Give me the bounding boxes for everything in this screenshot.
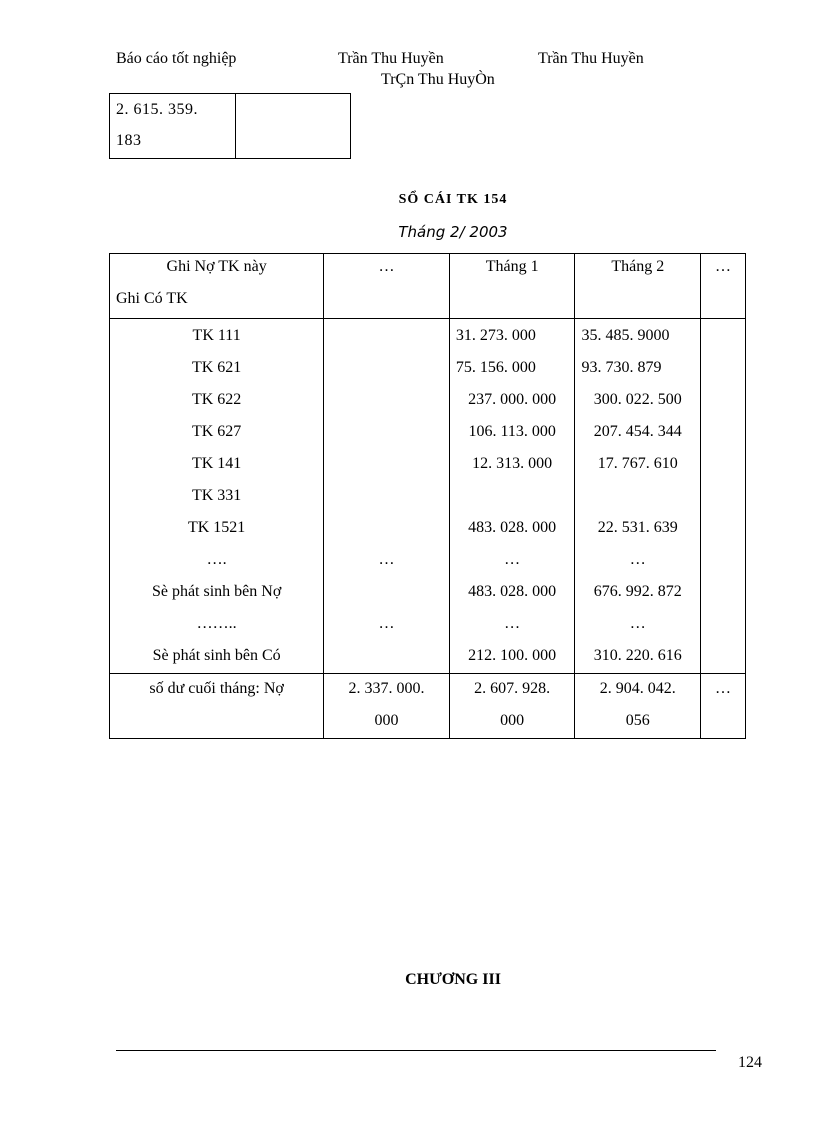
c2-value <box>324 577 449 609</box>
prev-table-empty-cell <box>236 94 351 159</box>
header-cell-account <box>110 254 324 319</box>
ledger-table <box>109 253 746 739</box>
body-col-ellipsis <box>324 319 450 674</box>
closing-col2 <box>324 674 450 739</box>
account-label: TK 622 <box>191 391 242 408</box>
closing-ellipsis: … <box>715 680 732 697</box>
closing-label-cell <box>110 674 324 739</box>
month2-value: 310. 220. 616 <box>593 647 682 664</box>
header-debit-label: Ghi Nợ TK này <box>166 258 267 275</box>
month1-value: 106. 113. 000 <box>468 423 556 440</box>
month2-value: 17. 767. 610 <box>597 455 678 472</box>
closing-m2-line1: 2. 904. 042. <box>599 680 676 697</box>
header-ellipsis-2: … <box>715 258 732 275</box>
account-label: Sè phát sinh bên Có <box>152 647 281 664</box>
header-ellipsis-1: … <box>378 258 395 275</box>
closing-col5 <box>701 674 746 739</box>
month2-value: … <box>629 551 646 568</box>
page-number: 124 <box>738 1054 762 1071</box>
ledger-body-row <box>110 319 746 674</box>
c2-value <box>324 449 449 481</box>
c2-value <box>324 385 449 417</box>
ledger-subtitle: Tháng 2/ 2003 <box>398 223 508 241</box>
closing-c2-line2: 000 <box>374 712 399 729</box>
c2-value <box>324 417 449 449</box>
chapter-heading: CHƯƠNG III <box>405 971 501 988</box>
account-label: …….. <box>196 615 237 632</box>
month2-value: … <box>629 615 646 632</box>
header-month2: Tháng 2 <box>611 258 665 275</box>
account-label: …. <box>206 551 227 568</box>
c2-value <box>324 321 449 353</box>
month1-value: 212. 100. 000 <box>468 647 557 664</box>
month2-value: 22. 531. 639 <box>597 519 678 536</box>
prev-table-cell <box>110 94 236 159</box>
month2-value: 676. 992. 872 <box>593 583 682 600</box>
account-label: TK 621 <box>191 359 242 376</box>
account-label: TK 627 <box>191 423 242 440</box>
account-label: TK 141 <box>191 455 242 472</box>
c2-value <box>324 353 449 385</box>
account-label: TK 331 <box>191 487 242 504</box>
c2-value <box>324 513 449 545</box>
closing-label: số dư cuối tháng: Nợ <box>149 680 284 697</box>
closing-m1-line2: 000 <box>500 712 525 729</box>
header-right: Trần Thu Huyền <box>538 50 644 67</box>
header-credit-label: Ghi Có TK <box>116 290 188 307</box>
previous-table-fragment <box>109 93 351 159</box>
closing-m2-line2: 056 <box>625 712 650 729</box>
header-month1: Tháng 1 <box>485 258 539 275</box>
header-center: Trần Thu Huyền <box>338 50 444 67</box>
header-garbled: TrÇn Thu HuyÒn <box>381 71 495 88</box>
body-col-accounts <box>110 319 324 674</box>
body-col-month2 <box>575 319 701 674</box>
header-cell-month1 <box>449 254 575 319</box>
month1-value: 12. 313. 000 <box>472 455 553 472</box>
c2-value <box>324 641 449 673</box>
closing-m1-line1: 2. 607. 928. <box>474 680 551 697</box>
header-cell-month2 <box>575 254 701 319</box>
prev-cell-line1: 2. 615. 359. <box>116 101 198 118</box>
month1-value: 483. 028. 000 <box>468 519 557 536</box>
month2-value: 93. 730. 879 <box>581 359 662 376</box>
account-label: TK 111 <box>192 327 241 344</box>
closing-c2-line1: 2. 337. 000. <box>348 680 425 697</box>
month2-value: 300. 022. 500 <box>593 391 682 408</box>
month1-value: … <box>504 615 521 632</box>
ledger-title: SỔ CÁI TK 154 <box>398 192 508 207</box>
c2-value: … <box>378 551 395 568</box>
month1-value: 237. 000. 000 <box>468 391 557 408</box>
ledger-header-row <box>110 254 746 319</box>
month2-value <box>575 481 700 513</box>
header-cell-ellipsis-2 <box>701 254 746 319</box>
month1-value <box>450 481 575 513</box>
month1-value: … <box>504 551 521 568</box>
account-label: Sè phát sinh bên Nợ <box>151 583 282 600</box>
month1-value: 31. 273. 000 <box>455 327 536 344</box>
body-col-month1 <box>449 319 575 674</box>
ledger-closing-row <box>110 674 746 739</box>
month2-value: 35. 485. 9000 <box>581 327 670 344</box>
closing-month2 <box>575 674 701 739</box>
header-cell-ellipsis <box>324 254 450 319</box>
prev-cell-line2: 183 <box>116 132 142 149</box>
footer-rule <box>116 1050 716 1051</box>
account-label: TK 1521 <box>187 519 246 536</box>
header-left: Báo cáo tốt nghiệp <box>116 50 237 67</box>
closing-month1 <box>449 674 575 739</box>
month1-value: 75. 156. 000 <box>455 359 536 376</box>
month1-value: 483. 028. 000 <box>468 583 557 600</box>
c2-value <box>324 481 449 513</box>
body-col-empty <box>701 319 746 674</box>
c2-value: … <box>378 615 395 632</box>
month2-value: 207. 454. 344 <box>593 423 682 440</box>
